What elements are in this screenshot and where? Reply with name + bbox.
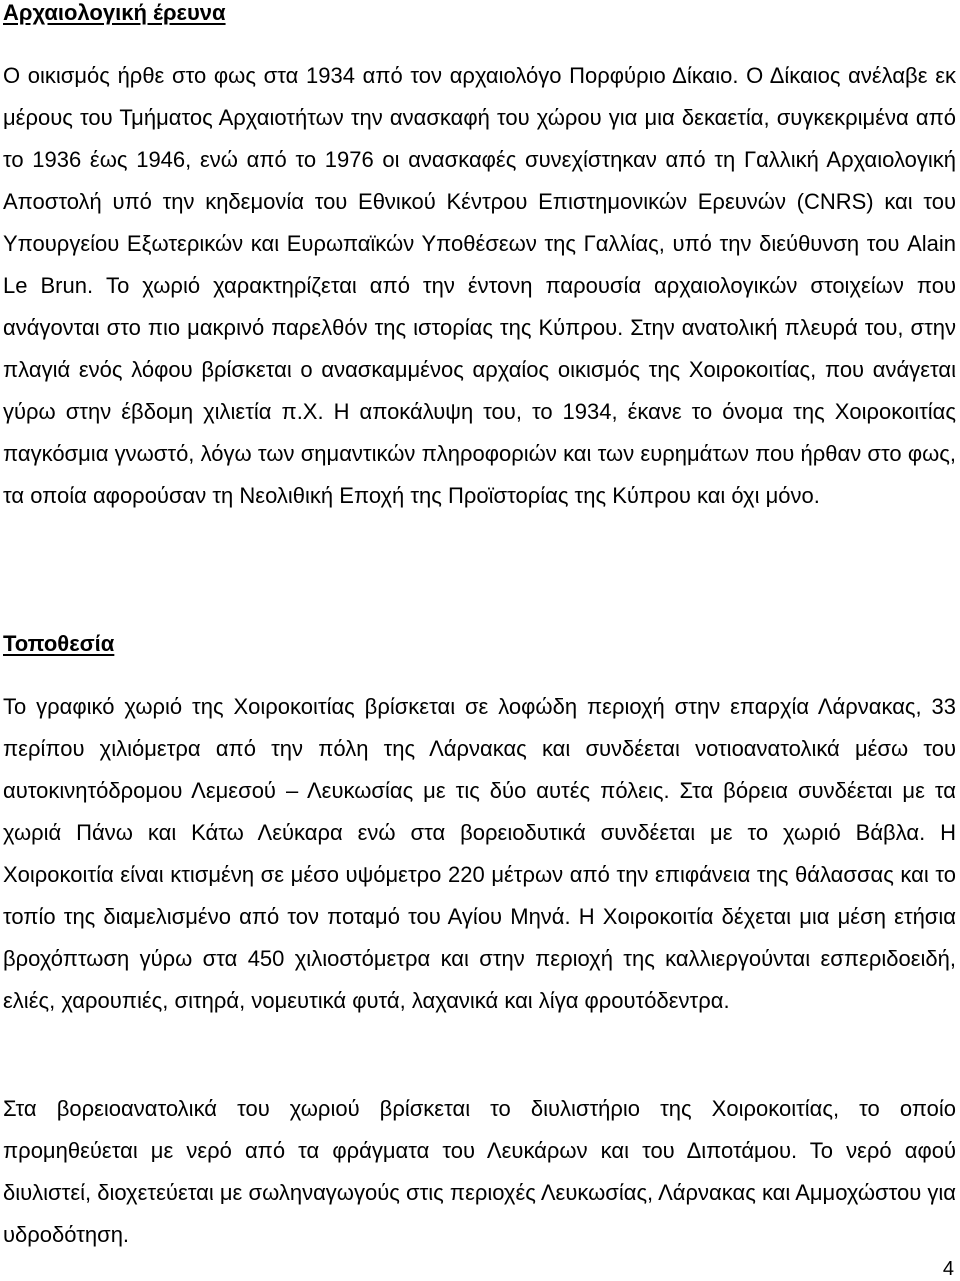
paragraph-location-1: Το γραφικό χωριό της Χοιροκοιτίας βρίσκεται σε λοφώδη περιοχή στην επαρχία Λάρνακας, 33 περίπου χιλιόμετρα από την πόλη της Λάρνακας και συνδέεται νοτιοανατολικά μέσω του αυτοκινητόδρομου Λεμεσού – Λευκωσίας με τις δύο αυτές πόλεις. Στα βόρεια συνδέεται με τα χωριά Πάνω και Κάτω Λεύκαρα ενώ στα βορειοδυτικά συνδέεται με το χωριό Βάβλα. Η Χοιροκοιτία είναι κτισμένη σε μέσο υψόμετρο 220 μέτρων από την επιφάνεια της θάλασσας και το τοπίο της διαμελισμένο από τον ποταμό του Αγίου Μηνά. Η Χοιροκοιτία δέχεται μια μέση ετήσια βροχόπτωση γύρω στα 450 χιλιοστόμετρα και στην περιοχή της καλλιεργούνται εσπεριδοειδή, ελιές, χαρουπιές, σιτηρά, νομευτικά φυτά, λαχανικά και λίγα φρουτόδεντρα. <box>3 694 956 1013</box>
paragraph-archaeological-research: Ο οικισμός ήρθε στο φως στα 1934 από τον αρχαιολόγο Πορφύριο Δίκαιο. Ο Δίκαιος ανέλαβε εκ μέρους του Τμήματος Αρχαιοτήτων την ανασκαφή του χώρου για μια δεκαετία, συγκεκριμένα από το 1936 έως 1946, ενώ από το 1976 οι ανασκαφές συνεχίστηκαν από τη Γαλλική Αρχαιολογική Αποστολή υπό την κηδεμονία του Εθνικού Κέντρου Επιστημονικών Ερευνών (CNRS) και του Υπουργείου Εξωτερικών και Ευρωπαϊκών Υποθέσεων της Γαλλίας, υπό την διεύθυνση του Alain Le Brun. Το χωριό χαρακτηρίζεται από την έντονη παρουσία αρχαιολογικών στοιχείων που ανάγονται στο πιο μακρινό παρελθόν της ιστορίας της Κύπρου. Στην ανατολική πλευρά του, στην πλαγιά ενός λόφου βρίσκεται ο ανασκαμμένος αρχαίος οικισμός της Χοιροκοιτίας, που ανάγεται γύρω στην έβδομη χιλιετία π.Χ. Η αποκάλυψη του, το 1934, έκανε το όνομα της Χοιροκοιτίας παγκόσμια γνωστό, λόγω των σημαντικών πληροφοριών και των ευρημάτων που ήρθαν στο φως, τα οποία αφορούσαν τη Νεολιθική Εποχή της Προϊστορίας της Κύπρου και όχι μόνο. <box>3 63 956 508</box>
section-heading-archaeological-research: Αρχαιολογική έρευνα <box>3 0 226 25</box>
page-number: 4 <box>942 1258 954 1280</box>
section-heading-location: Τοποθεσία <box>3 631 115 656</box>
paragraph-location-2: Στα βορειοανατολικά του χωριού βρίσκεται το διυλιστήριο της Χοιροκοιτίας, το οποίο προμηθεύεται με νερό από τα φράγματα του Λευκάρων και του Διποτάμου. Το νερό αφού διυλιστεί, διοχετεύεται με σωληναγωγούς στις περιοχές Λευκωσίας, Λάρνακας και Αμμοχώστου για υδροδότηση. <box>3 1096 956 1247</box>
